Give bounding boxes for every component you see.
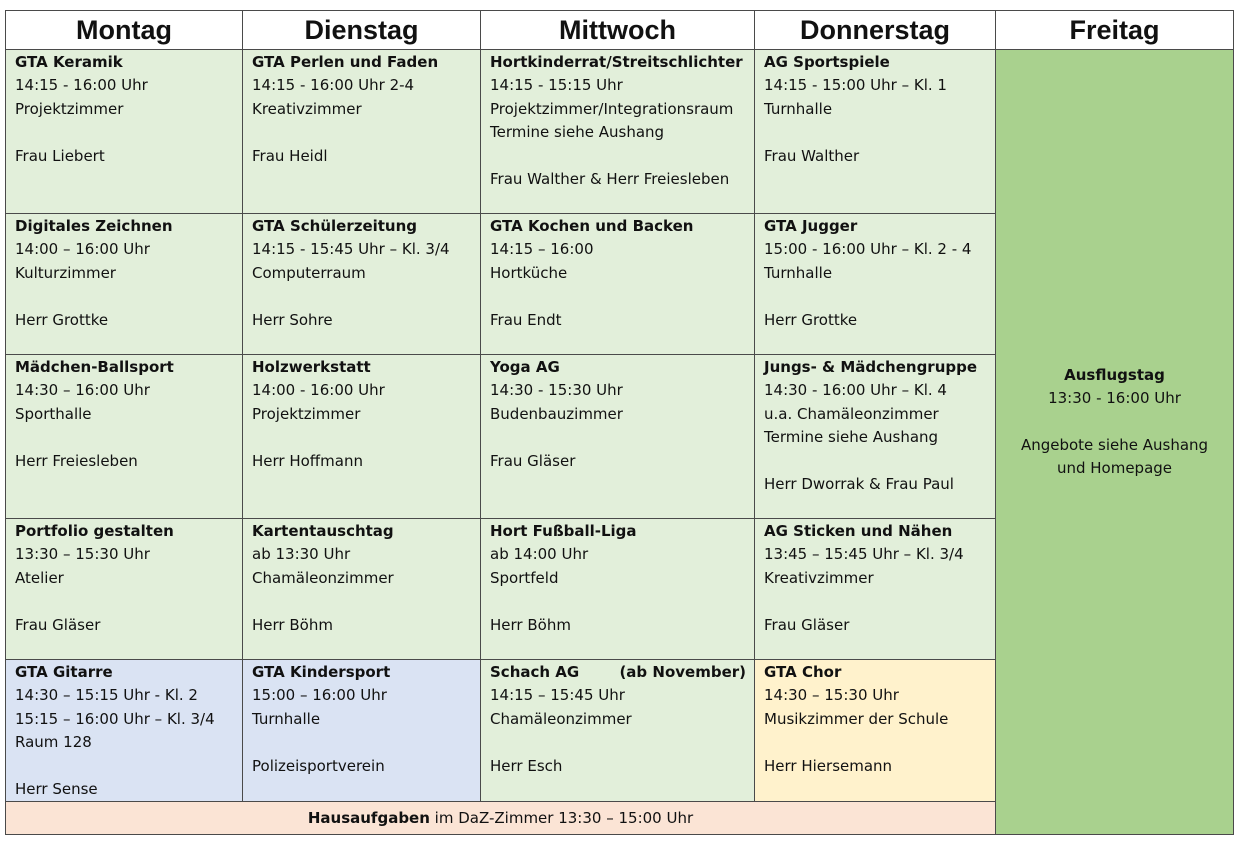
activity-cell-wednesday [481, 214, 755, 355]
activity-detail: Kulturzimmer [15, 263, 116, 282]
friday-content [996, 364, 1233, 481]
homework-details: im DaZ-Zimmer 13:30 – 15:00 Uhr [429, 809, 694, 828]
activity-cell-wednesday [481, 660, 755, 802]
spacer [15, 285, 234, 308]
spacer [764, 731, 987, 754]
activity-detail: 15:00 - 16:00 Uhr – Kl. 2 - 4 [764, 240, 972, 259]
spacer [15, 121, 234, 144]
activity-detail: Turnhalle [764, 99, 833, 118]
activity-cell-thursday [755, 214, 996, 355]
activity-cell-thursday [755, 50, 996, 214]
activity-title: Portfolio gestalten [15, 522, 174, 540]
activity-detail: Herr Sense [15, 780, 98, 799]
activity-detail: Projektzimmer [252, 404, 361, 423]
activity-title: AG Sportspiele [764, 53, 890, 71]
activity-title: Schach AG [490, 663, 580, 681]
activity-detail: Projektzimmer/Integrationsraum [490, 99, 734, 118]
activity-detail: Herr Grottke [15, 310, 109, 329]
spacer [490, 731, 746, 754]
activity-detail: Turnhalle [764, 263, 833, 282]
activity-detail: 14:15 - 16:00 Uhr [15, 76, 148, 95]
spacer [764, 590, 987, 613]
header-thursday: Donnerstag [755, 11, 996, 50]
activity-detail: Chamäleonzimmer [252, 568, 394, 587]
activity-cell-tuesday [243, 660, 481, 802]
spacer [764, 450, 987, 473]
activity-detail: 15:15 – 16:00 Uhr – Kl. 3/4 [15, 709, 215, 728]
homework-banner [6, 802, 996, 835]
homework-label: Hausaufgaben [307, 809, 430, 828]
activity-detail: Frau Liebert [15, 146, 105, 165]
activity-detail: Atelier [15, 568, 64, 587]
spacer [15, 426, 234, 449]
spacer [252, 590, 472, 613]
activity-detail: Polizeisportverein [252, 756, 385, 775]
activity-detail: Frau Gläser [764, 615, 850, 634]
activity-title-note: (ab November) [619, 663, 746, 681]
spacer [490, 145, 746, 168]
activity-detail: Musikzimmer der Schule [764, 709, 949, 728]
activity-detail: Raum 128 [15, 733, 92, 752]
activity-detail: Budenbauzimmer [490, 404, 623, 423]
activity-detail: Hortküche [490, 263, 568, 282]
activity-detail: Turnhalle [252, 709, 321, 728]
weekly-timetable [5, 10, 1234, 835]
activity-detail: Herr Böhm [490, 615, 571, 634]
activity-detail: 14:15 - 15:15 Uhr [490, 76, 623, 95]
activity-detail: 13:30 – 15:30 Uhr [15, 545, 150, 564]
activity-cell-monday [6, 214, 243, 355]
activity-detail: Kreativzimmer [252, 99, 362, 118]
spacer [252, 121, 472, 144]
spacer [252, 731, 472, 754]
activity-cell-thursday [755, 355, 996, 519]
activity-detail: Termine siehe Aushang [490, 123, 665, 142]
activity-detail: Herr Hoffmann [252, 451, 363, 470]
activity-detail: Herr Hiersemann [764, 756, 893, 775]
activity-cell-tuesday [243, 50, 481, 214]
activity-detail: ab 14:00 Uhr [490, 545, 589, 564]
activity-detail: 14:30 – 15:15 Uhr - Kl. 2 [15, 686, 198, 705]
header-wednesday: Mittwoch [481, 11, 755, 50]
activity-title: Mädchen-Ballsport [15, 358, 174, 376]
activity-detail: Computerraum [252, 263, 366, 282]
spacer [490, 590, 746, 613]
activity-title: GTA Chor [764, 663, 842, 681]
activity-detail: 14:15 – 15:45 Uhr [490, 686, 625, 705]
timetable-row [6, 50, 1234, 214]
activity-detail: ab 13:30 Uhr [252, 545, 351, 564]
spacer [490, 426, 746, 449]
activity-cell-wednesday [481, 50, 755, 214]
activity-title: Kartentauschtag [252, 522, 394, 540]
activity-title: GTA Perlen und Faden [252, 53, 439, 71]
activity-detail: 14:15 – 16:00 [490, 240, 594, 259]
activity-detail: Frau Gläser [15, 615, 101, 634]
activity-cell-monday [6, 50, 243, 214]
activity-detail: Herr Dworrak & Frau Paul [764, 475, 954, 494]
activity-title-row [490, 661, 746, 684]
activity-detail: Projektzimmer [15, 99, 124, 118]
activity-cell-wednesday [481, 355, 755, 519]
header-tuesday: Dienstag [243, 11, 481, 50]
activity-title: GTA Schülerzeitung [252, 217, 418, 235]
activity-title: GTA Gitarre [15, 663, 113, 681]
header-monday: Montag [6, 11, 243, 50]
activity-title: Digitales Zeichnen [15, 217, 173, 235]
activity-title: GTA Jugger [764, 217, 858, 235]
activity-title: Hortkinderrat/Streitschlichter [490, 53, 743, 71]
activity-detail: Frau Walther & Herr Freiesleben [490, 170, 730, 189]
activity-detail: u.a. Chamäleonzimmer [764, 404, 939, 423]
activity-detail: Herr Freiesleben [15, 451, 138, 470]
activity-detail: Frau Heidl [252, 146, 328, 165]
activity-cell-thursday [755, 660, 996, 802]
activity-title: GTA Keramik [15, 53, 123, 71]
activity-detail: Sportfeld [490, 568, 559, 587]
activity-detail: Frau Gläser [490, 451, 576, 470]
activity-detail: Frau Endt [490, 310, 562, 329]
activity-detail: Frau Walther [764, 146, 860, 165]
activity-cell-tuesday [243, 355, 481, 519]
activity-cell-wednesday [481, 519, 755, 660]
activity-title: Jungs- & Mädchengruppe [764, 358, 978, 376]
activity-detail: 14:30 - 16:00 Uhr – Kl. 4 [764, 381, 947, 400]
activity-detail: 14:15 - 16:00 Uhr 2-4 [252, 76, 415, 95]
friday-title: Ausflugstag [1064, 365, 1165, 384]
weekday-header-row [6, 11, 1234, 50]
activity-detail: 14:30 – 15:30 Uhr [764, 686, 899, 705]
activity-detail: 14:00 – 16:00 Uhr [15, 240, 150, 259]
activity-detail: 14:15 - 15:45 Uhr – Kl. 3/4 [252, 240, 450, 259]
spacer [996, 411, 1233, 434]
activity-detail: 14:15 - 15:00 Uhr – Kl. 1 [764, 76, 947, 95]
activity-cell-monday [6, 519, 243, 660]
activity-detail: 14:00 - 16:00 Uhr [252, 381, 385, 400]
activity-detail: Termine siehe Aushang [764, 428, 939, 447]
activity-title: AG Sticken und Nähen [764, 522, 953, 540]
spacer [15, 590, 234, 613]
spacer [764, 121, 987, 144]
activity-detail: 14:30 – 16:00 Uhr [15, 381, 150, 400]
activity-detail: Sporthalle [15, 404, 92, 423]
activity-detail: Herr Sohre [252, 310, 333, 329]
activity-detail: Herr Grottke [764, 310, 858, 329]
activity-title: Hort Fußball-Liga [490, 522, 637, 540]
activity-detail: 15:00 – 16:00 Uhr [252, 686, 387, 705]
activity-cell-thursday [755, 519, 996, 660]
activity-title: Holzwerkstatt [252, 358, 371, 376]
activity-detail: 13:45 – 15:45 Uhr – Kl. 3/4 [764, 545, 964, 564]
friday-cell [996, 50, 1234, 835]
spacer [490, 285, 746, 308]
activity-detail: Herr Böhm [252, 615, 333, 634]
spacer [15, 755, 234, 778]
activity-cell-monday [6, 355, 243, 519]
activity-title: GTA Kindersport [252, 663, 391, 681]
activity-detail: Herr Esch [490, 756, 563, 775]
spacer [252, 285, 472, 308]
activity-title: GTA Kochen und Backen [490, 217, 694, 235]
activity-detail: 14:30 - 15:30 Uhr [490, 381, 623, 400]
header-friday: Freitag [996, 11, 1234, 50]
activity-detail: Chamäleonzimmer [490, 709, 632, 728]
activity-cell-monday [6, 660, 243, 802]
spacer [252, 426, 472, 449]
friday-note: Angebote siehe Aushang [1020, 435, 1209, 454]
activity-detail: Kreativzimmer [764, 568, 874, 587]
activity-title: Yoga AG [490, 358, 560, 376]
activity-cell-tuesday [243, 519, 481, 660]
spacer [764, 285, 987, 308]
friday-note: und Homepage [1056, 459, 1173, 478]
friday-time: 13:30 - 16:00 Uhr [1048, 389, 1181, 408]
activity-cell-tuesday [243, 214, 481, 355]
